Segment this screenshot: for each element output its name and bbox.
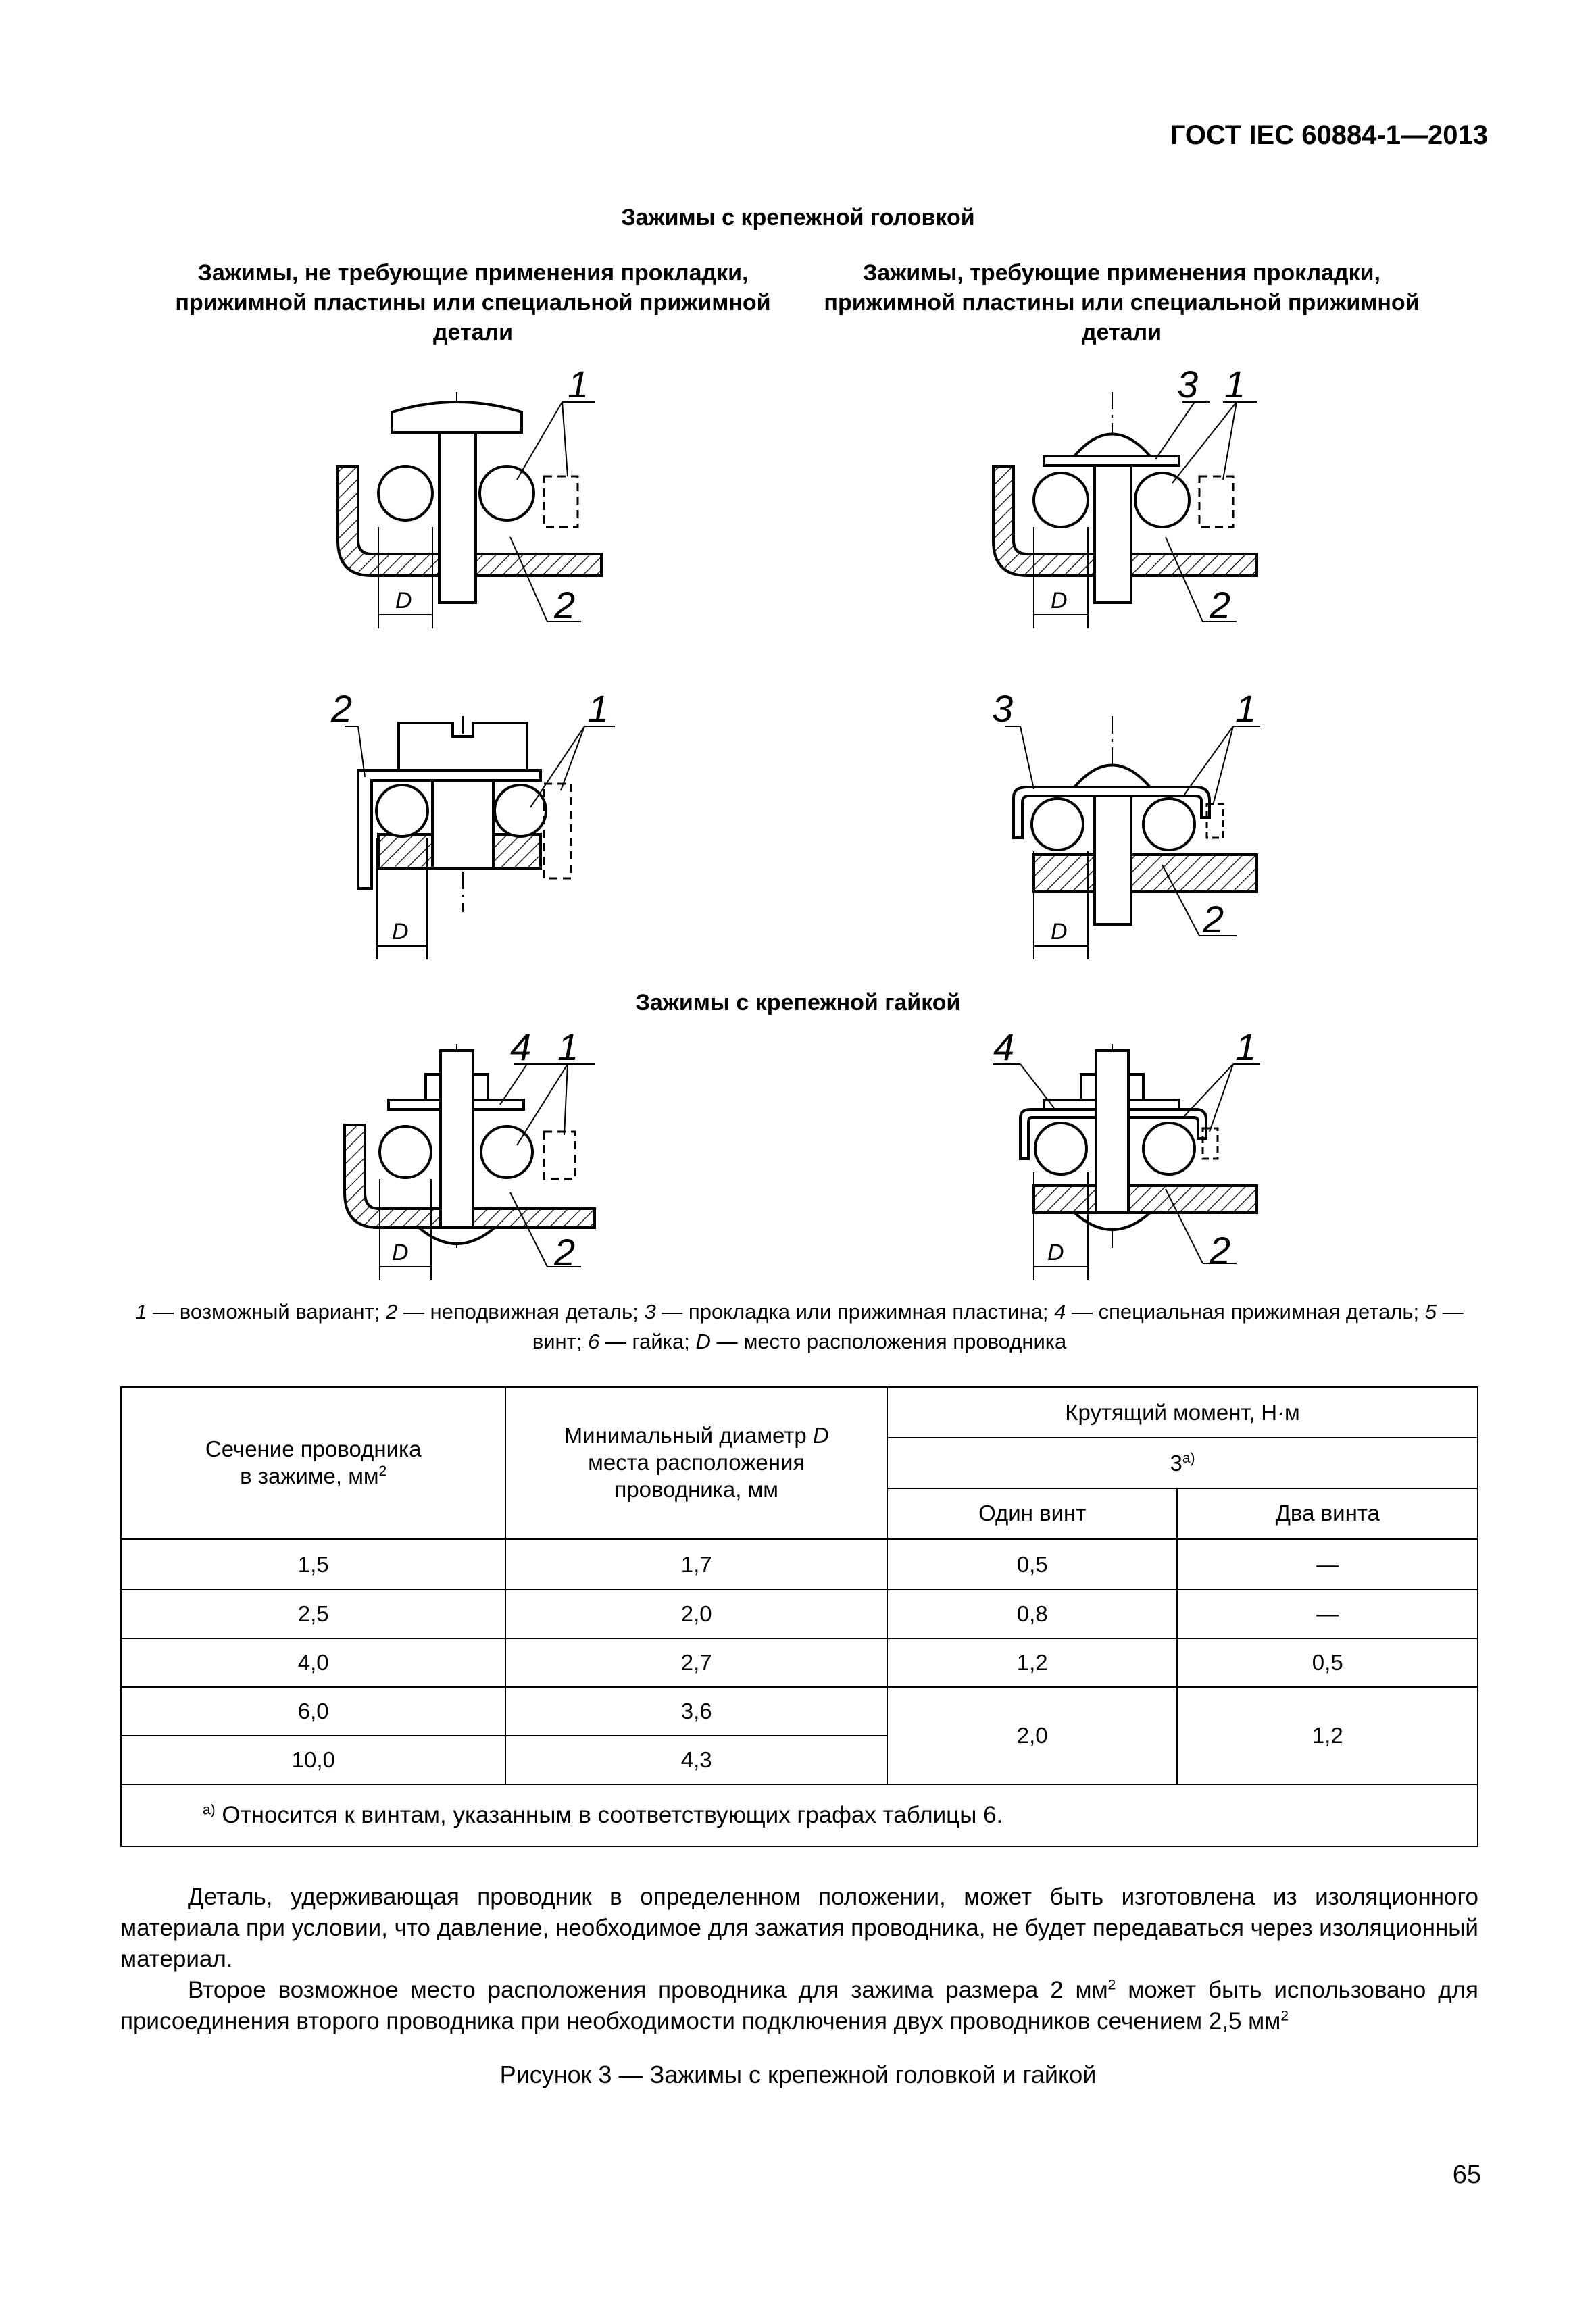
header-torque-sub: [887, 1438, 1478, 1488]
header-one-screw: Один винт: [887, 1488, 1178, 1539]
legend-text: — винт;: [532, 1300, 1464, 1353]
label-1: 1: [1224, 363, 1246, 405]
torque-table: [120, 1386, 1478, 1847]
header-torque-sub-value: 3: [1170, 1450, 1182, 1476]
legend-text: — место расположения проводника: [710, 1330, 1067, 1353]
legend-key: 3: [644, 1300, 656, 1324]
cell-section: 6,0: [121, 1687, 505, 1736]
section-title-screw-head: Зажимы с крепежной головкой: [621, 205, 975, 230]
label-4: 4: [993, 1026, 1015, 1068]
left-subtitle: [149, 258, 797, 347]
left-subtitle-line: Зажимы, не требующие применения прокладки,: [197, 260, 749, 286]
left-subtitle-line: детали: [432, 320, 514, 345]
paragraph-second-conductor: [120, 1975, 1478, 2037]
cell-diameter: 4,3: [505, 1736, 887, 1784]
drawing-nut-with-special-part: [980, 1026, 1291, 1290]
table-note-sup: а): [203, 1802, 216, 1818]
label-1: 1: [557, 1026, 579, 1068]
header-diameter-line2: места расположения: [588, 1450, 805, 1475]
header-two-screws: Два винта: [1177, 1488, 1478, 1539]
header-section: [121, 1387, 505, 1539]
table-row: [121, 1687, 1478, 1736]
page-number: 65: [1452, 2161, 1481, 2189]
drawing-nut-no-washer: [324, 1026, 622, 1290]
legend-text: — неподвижная деталь;: [397, 1300, 645, 1324]
header-diameter-d: D: [812, 1423, 829, 1448]
label-1: 1: [1235, 1026, 1257, 1068]
label-2: 2: [554, 1231, 576, 1274]
paragraph-sup: 2: [1280, 2008, 1289, 2024]
table-row: [121, 1539, 1478, 1590]
label-d: D: [1047, 1240, 1064, 1265]
label-2: 2: [1210, 1229, 1231, 1272]
cell-section: 1,5: [121, 1539, 505, 1590]
paragraph-sup: 2: [1107, 1977, 1116, 1993]
figure-caption: Рисунок 3 — Зажимы с крепежной головкой и гайкой: [499, 2061, 1097, 2088]
cell-one-screw: 1,2: [887, 1638, 1178, 1687]
label-2: 2: [331, 687, 353, 730]
header-diameter-text: Минимальный диаметр: [564, 1423, 813, 1448]
table-row: [121, 1638, 1478, 1687]
label-3: 3: [992, 687, 1014, 730]
legend-key: 1: [135, 1300, 147, 1324]
label-d: D: [1051, 919, 1068, 945]
paragraph-insulating-material: Деталь, удерживающая проводник в определенном положении, может быть изготовлена из изоляционного материала при условии, что давление, необходимое для зажатия проводника, не будет передаваться через изоляционный материал.: [120, 1884, 1478, 1972]
header-torque: Крутящий момент, Н·м: [887, 1387, 1478, 1438]
cell-section: 2,5: [121, 1590, 505, 1638]
legend-key: 5: [1424, 1300, 1437, 1324]
header-diameter-line3: проводника, мм: [614, 1477, 778, 1502]
cell-one-screw: 0,5: [887, 1539, 1178, 1590]
table-row: [121, 1590, 1478, 1638]
legend-key: D: [695, 1330, 711, 1353]
header-diameter: [505, 1387, 887, 1539]
header-section-line1: Сечение проводника: [205, 1436, 422, 1461]
drawing-clamp-yoke: [318, 687, 628, 973]
label-d: D: [392, 1240, 409, 1265]
right-subtitle-line: детали: [1081, 320, 1162, 345]
cell-diameter: 3,6: [505, 1687, 887, 1736]
cell-section: 10,0: [121, 1736, 505, 1784]
legend-text: — возможный вариант;: [147, 1300, 386, 1324]
label-3: 3: [1177, 363, 1199, 405]
section-title-nut: Зажимы с крепежной гайкой: [635, 990, 961, 1015]
header-section-line2: [126, 1463, 501, 1490]
drawing-screw-with-plate: [980, 687, 1291, 973]
table-note-text: Относится к винтам, указанным в соответствующих графах таблицы 6.: [215, 1802, 1003, 1828]
label-2: 2: [1210, 584, 1231, 626]
label-d: D: [1051, 588, 1068, 613]
paragraph-text: Второе возможное место расположения проводника для зажима размера 2 мм: [188, 1977, 1108, 2003]
header-section-sup: 2: [378, 1463, 387, 1479]
standard-header: ГОСТ IEC 60884-1—2013: [1170, 120, 1488, 150]
label-1: 1: [568, 363, 589, 405]
label-4: 4: [510, 1026, 532, 1068]
label-d: D: [392, 919, 409, 945]
cell-diameter: 1,7: [505, 1539, 887, 1590]
header-torque-sub-sup: а): [1182, 1450, 1195, 1466]
header-section-unit: в зажиме, мм: [240, 1463, 379, 1488]
table-note-row: [121, 1784, 1478, 1846]
legend-key: 2: [386, 1300, 398, 1324]
label-2: 2: [554, 584, 576, 626]
cell-two-screws: —: [1177, 1539, 1478, 1590]
cell-one-screw: 0,8: [887, 1590, 1178, 1638]
right-subtitle: [797, 258, 1446, 347]
cell-two-screws-merged: 1,2: [1177, 1687, 1478, 1784]
legend-key: 4: [1054, 1300, 1066, 1324]
cell-two-screws: —: [1177, 1590, 1478, 1638]
cell-one-screw-merged: 2,0: [887, 1687, 1178, 1784]
label-d: D: [395, 588, 412, 613]
legend-text: — прокладка или прижимная пластина;: [655, 1300, 1055, 1324]
right-subtitle-line: Зажимы, требующие применения прокладки,: [862, 260, 1380, 286]
legend-text: — гайка;: [599, 1330, 696, 1353]
drawing-screw-head-no-washer: [324, 365, 622, 642]
figure-legend: [120, 1297, 1478, 1357]
cell-diameter: 2,7: [505, 1638, 887, 1687]
right-subtitle-line: прижимной пластины или специальной прижимной: [824, 290, 1420, 316]
cell-two-screws: 0,5: [1177, 1638, 1478, 1687]
header-diameter-line1: [510, 1422, 882, 1449]
paragraph-text: может быть использовано для присоединения второго проводника при необходимости подключения двух проводников сечением 2,5 мм: [120, 1977, 1478, 2034]
table-note: [121, 1784, 1478, 1846]
cell-diameter: 2,0: [505, 1590, 887, 1638]
legend-key: 6: [588, 1330, 600, 1353]
label-2: 2: [1203, 898, 1224, 940]
drawing-screw-head-with-washer: [980, 365, 1277, 642]
cell-section: 4,0: [121, 1638, 505, 1687]
label-1: 1: [1235, 687, 1257, 730]
legend-text: — специальная прижимная деталь;: [1066, 1300, 1425, 1324]
label-1: 1: [588, 687, 609, 730]
left-subtitle-line: прижимной пластины или специальной прижимной: [175, 290, 771, 316]
